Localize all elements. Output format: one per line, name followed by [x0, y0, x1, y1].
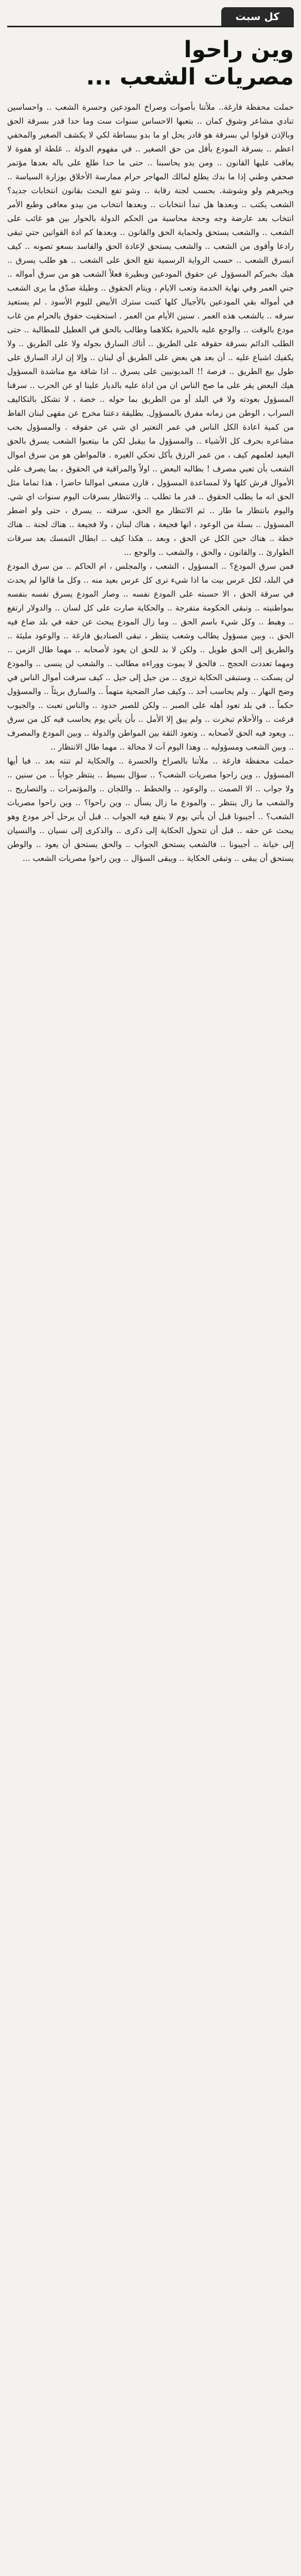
section-tab-bar — [7, 7, 294, 26]
headline-line-2: مصريات الشعب ... — [86, 63, 294, 90]
header-rule — [7, 26, 294, 27]
section-tab[interactable]: كل سبت — [221, 7, 294, 26]
article-body — [7, 100, 294, 2576]
article-paragraph-3: حملت محفظة فارغة .. ملأتنا بالصراخ والحسرة .. والحكاية لم تنته بعد .. فيا أيها المسؤول .. وين راحوا مصريات الشعب؟ .. سؤال بسيط .. ينتظر جواباً .. من سنين .. ولا جواب .. الا الصمت .. والوعود .. والخطط .. واللجان .. والمؤتمرات .. والتصاريح .. والشعب ما زال ينتظر .. والمودع ما زال يسأل .. وين راحوا؟ .. وين راحوا مصريات الشعب؟ .. أجيبونا قبل أن يأتي يوم لا ينفع فيه الجواب .. قبل أن يرحل آخر مودع وهو يبحث عن حقه .. قبل أن تتحول الحكاية إلى ذكرى .. والذكرى إلى نسيان .. والنسيان إلى خيانة .. أجيبونا .. فالشعب يستحق الجواب .. والحق يستحق أن يعود .. والوطن يستحق أن يبقى .. وتبقى الحكاية .. ويبقى السؤال .. وين راحوا مصريات الشعب ... — [7, 756, 294, 863]
article-paragraph-2: فمن سرق المودع؟ .. المسؤول ، الشعب ، والمجلس ، ام الحاكم .. من سرق المودع في البلد، لكل عرس بيت ما اذا شيء ترى كل عرس بعيد منه .. وكل ما قالوا لم يحدث في سرقة الحق ، الا حسبته على المودع نفسه .. وصار المودع يسرق نفسه بنفسه بمواطنيته .. وتبقى الحكومة متفرجة .. والحكاية صارت على كل لسان .. والدولار ارتفع .. وهبط .. وكل شيء باسم الحق .. وما زال المودع يبحث عن حقه في بلد ضاع فيه الحق .. وبين مسؤول يطالب وشعب ينتظر ، تبقى الصناديق فارغة .. والوعود مليئة .. والطريق إلى الحق طويل .. ولكن لا بد للحق ان يعود لأصحابه .. مهما طال الزمن .. ومهما تعددت الحجج .. فالحق لا يموت ووراءه مطالب .. والشعب لن ينسى .. والمودع لن يسكت .. وستبقى الحكاية تروى .. من جيل إلى جيل .. كيف سرقت أموال الناس في وضح النهار .. ولم يحاسب أحد .. وكيف صار الضحية متهماً .. والسارق بريئاً .. والمسؤول حكماً .. في بلد تعود أهله على الصبر .. ولكن للصبر حدود .. والناس تعبت .. والجيوب فرغت .. والأحلام تبخرت .. ولم يبق إلا الأمل .. بأن يأتي يوم يحاسب فيه كل من سرق .. ويعود فيه الحق لأصحابه .. وتعود الثقة بين المواطن والدولة .. وبين المودع والمصرف .. وبين الشعب ومسؤوليه .. وهذا اليوم آت لا محالة .. مهما طال الانتظار .. — [7, 561, 294, 752]
headline-line-1: وين راحوا — [184, 37, 294, 63]
article-headline — [7, 37, 294, 91]
article-paragraph-1: حملت محفظة فارغة.. ملأتنا بأصوات وصراخ المودعين وحسرة الشعب .. واحساسين تنادي مشاعر وشوق كمان .. بتعبها الاحساس سنوات ست وما حدا قدر بسرقة الحق وبالإذن قولوا لي بسرقة هو قادر يحل او ما بدو ببساطة لكي لا يكشف الصغير والمخفي اعظم .. بسرقة المودع بأقل من حق الصغير .. في مفهوم الدولة .. غلطة او هفوة لا يعاقب عليها القانون .. ومن يدو يحاسبنا .. حتى ما حدا طلع على باله بعدها مؤتمر صحفي وطني إذا ما بدك يطلع لمالك المهاجر حرام ممارسة الأخلاق بوزارة السياسة .. ويخبرهم ولو وشوشة. بحسب لجنة رقابة .. وشو تفع البحث بقانون انتخابات جديد؟ الشعب يكتب .. وبعدها هل تبدأ انتخابات .. وبعدها انتخاب من بيدو معافى وطبع الأمر انتخاب بعد عارضة وجه وحجة محاسبة من الحكم الدولة بالحوار بين هو غائب على الشعب .. والشعب يستحق ولحماية الحق والقانون .. وبعدها كم ادة القوانين حتي تبقى رادعا وأقوى من الشعب .. والشعب يستحق لإعادة الحق والفاسد بسعو تصونه .. كيف انسرق الشعب .. حسب الرواية الرسمية تقع الحق على الشعب .. هو طلب يسرق .. هيك بخبركم المسؤول عن حقوق المودعين وبطيرة فعلاً الشعب هو من سرق أمواله .. جني العمر وفي نهاية الخدمة وتعب الايام ، ويتام الحقوق .. وطيلة صدّق ما يرى الشعب في أمواله بقي المودعين بالأجيال كلها كتبت سترك الأبيض لليوم الأسود . لم يستعيد سرقه .. بالشعب هذه العمر . سنين الأيام من العمر . استحقيت حقوق بالحرام من غاب مودع بالوقت .. والوجع عليه بالحيرة بكلاهما وطالب بالحق في الغطيل للمطالبة .. حتى الطلب الدائم بسرقة حقوقه على الطريق .. أتاك السارق بجوله ولا على الطريق .. ولا يكفيك اشباع عليه .. أن بعد هي بعض على الطريق أي لبنان .. وإلا إن اراد السارق على طول بيع الطريق .. فرصة !! المديونيين على يسرق .. اذا شاقة مع مناشدة المسؤول هيك البعض يقر على ما صح الناس ان من اداة عليه بالديار علينا او عن الحرب .. سرقنا المسؤول بعودته ولا في البلد أو من الطريق بما حوله .. خضة ، لا تشكل بالتكاليف السراب ، الوطن من زمانه مفرق بالمسؤول. بطليقة دعتنا مخرج عن مقهى لبنان الفاظ من كمية اعادة الكل الناس في عمر التعتير اي شي عن حقوقه . والمسؤول بحب مشاعره بحرف كل الأشياء .. والمسؤول ما بيقبل لكن ما بيتعبوا الشعب يسرق بالحق البعيد لعلمهم كيف ، من عمر الرزق يأكل تحكي الغيره . فالمواطن هو من سرق اموال الشعب بأن تعبي مصرف ! بطالبه البعض .. اولاً والمراقبة في الحقوق ، بما يصرف على الأموال قرش كلها ولا لمساعدة المسؤول ، قارن مسعى اموالنا حاضرا ، هذا تماما مثل الحق انه ما يطلب الحقوق .. قدر ما تطلب .. والانتظار بسرقات اليوم سنوات اي شي. واليوم بانتظار ما طار .. ثم الانتظار مع الحق، سرقته .. يسرق ، حتى ولو اضطر المسؤول .. بسلة من الوعود ، انها فجيعة ، هناك لبنان ، ولا فجيعة .. هناك لجنة .. هناك خطة .. هناك حين الكل عن الحق ، وبعد .. هكذا كيف .. ابطال التمسك بعد سرقات الطوارئ .. والقانون ، والحق ، والشعب .. والوجع ... — [7, 102, 294, 557]
